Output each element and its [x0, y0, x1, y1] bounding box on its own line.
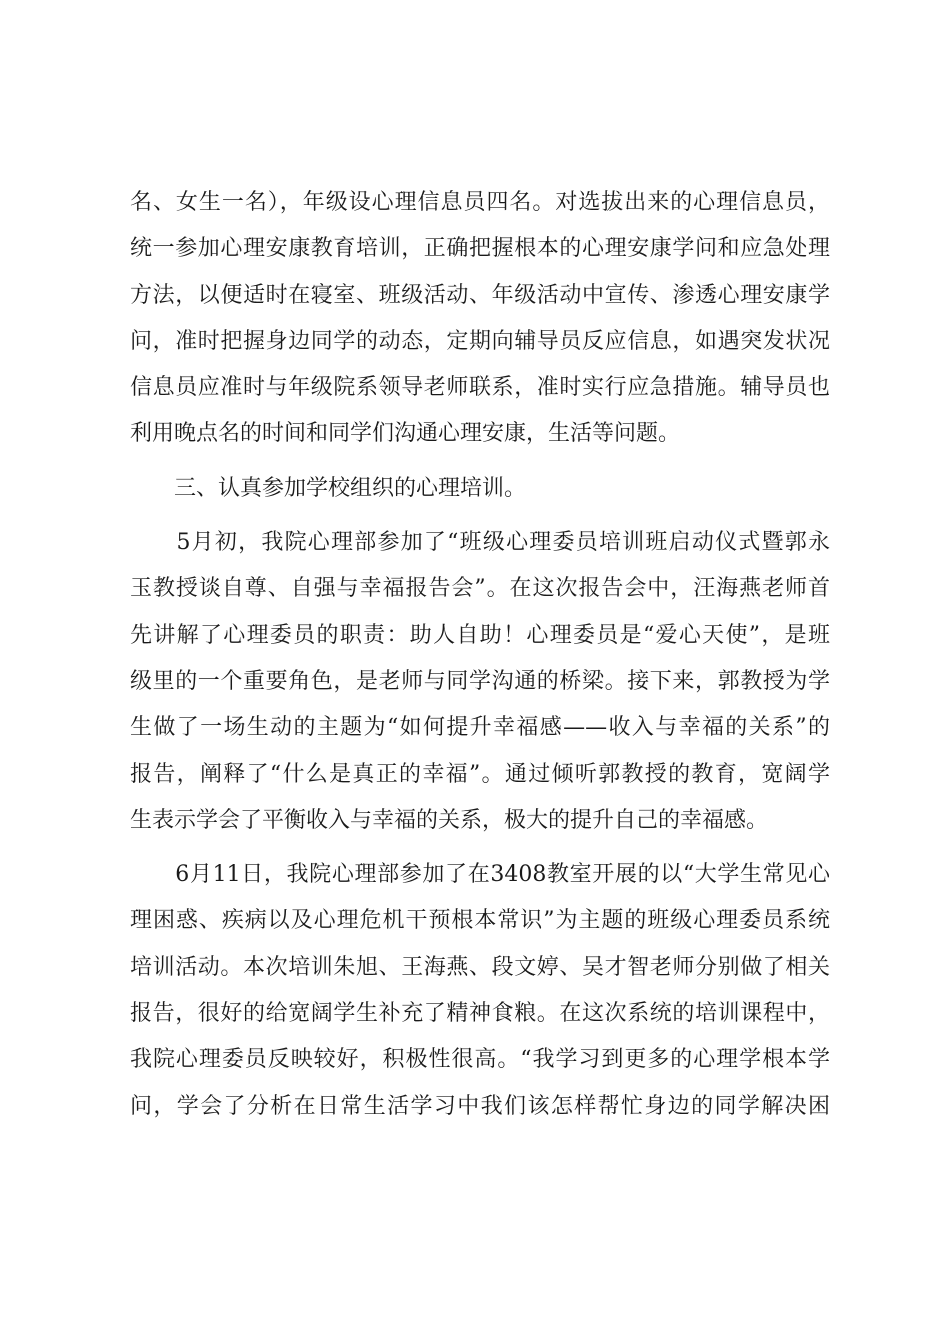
paragraph-3 — [130, 852, 830, 1130]
text-line: 名、女生一名），年级设心理信息员四名。对选拔出来的心理信息员， — [130, 190, 830, 215]
text-line: 理困惑、疾病以及心理危机干预根本常识”为主题的班级心理委员系统 — [130, 908, 830, 934]
text-line: 问，准时把握身边同学的动态，定期向辅导员反应信息，如遇突发状况 — [130, 328, 830, 354]
text-line: 统一参加心理安康教育培训，正确把握根本的心理安康学问和应急处理 — [130, 236, 830, 262]
heading-line: 三、认真参加学校组织的心理培训。 — [130, 475, 527, 501]
paragraph-2 — [130, 520, 830, 844]
text-line: 先讲解了心理委员的职责：助人自助！心理委员是“爱心天使”，是班 — [130, 622, 830, 648]
text-line: 玉教授谈自尊、自强与幸福报告会”。在这次报告会中，汪海燕老师首 — [130, 576, 830, 602]
text-line: 我院心理委员反映较好，积极性很高。“我学习到更多的心理学根本学 — [130, 1047, 830, 1073]
text-line: 6月11日，我院心理部参加了在3408教室开展的以“大学生常见心 — [130, 862, 830, 888]
section-heading — [130, 466, 830, 512]
text-line: 方法，以便适时在寝室、班级活动、年级活动中宣传、渗透心理安康学 — [130, 282, 830, 308]
text-line: 信息员应准时与年级院系领导老师联系，准时实行应急措施。辅导员也 — [130, 375, 830, 401]
paragraph-1 — [130, 180, 830, 458]
text-line: 问，学会了分析在日常生活学习中我们该怎样帮忙身边的同学解决困 — [130, 1093, 830, 1119]
text-line: 级里的一个重要角色，是老师与同学沟通的桥梁。接下来，郭教授为学 — [130, 668, 830, 694]
text-line: 培训活动。本次培训朱旭、王海燕、段文婷、吴才智老师分别做了相关 — [130, 954, 830, 980]
text-line: 利用晚点名的时间和同学们沟通心理安康，生活等问题。 — [130, 421, 681, 447]
text-line: 报告，阐释了“什么是真正的幸福”。通过倾听郭教授的教育，宽阔学 — [130, 761, 830, 787]
text-line: 报告，很好的给宽阔学生补充了精神食粮。在这次系统的培训课程中， — [130, 1001, 830, 1027]
text-line: 5月初，我院心理部参加了“班级心理委员培训班启动仪式暨郭永 — [130, 530, 830, 556]
document-body — [130, 180, 830, 1130]
text-line: 生表示学会了平衡收入与幸福的关系，极大的提升自己的幸福感。 — [130, 807, 769, 833]
text-line: 生做了一场生动的主题为“如何提升幸福感——收入与幸福的关系”的 — [130, 715, 830, 741]
